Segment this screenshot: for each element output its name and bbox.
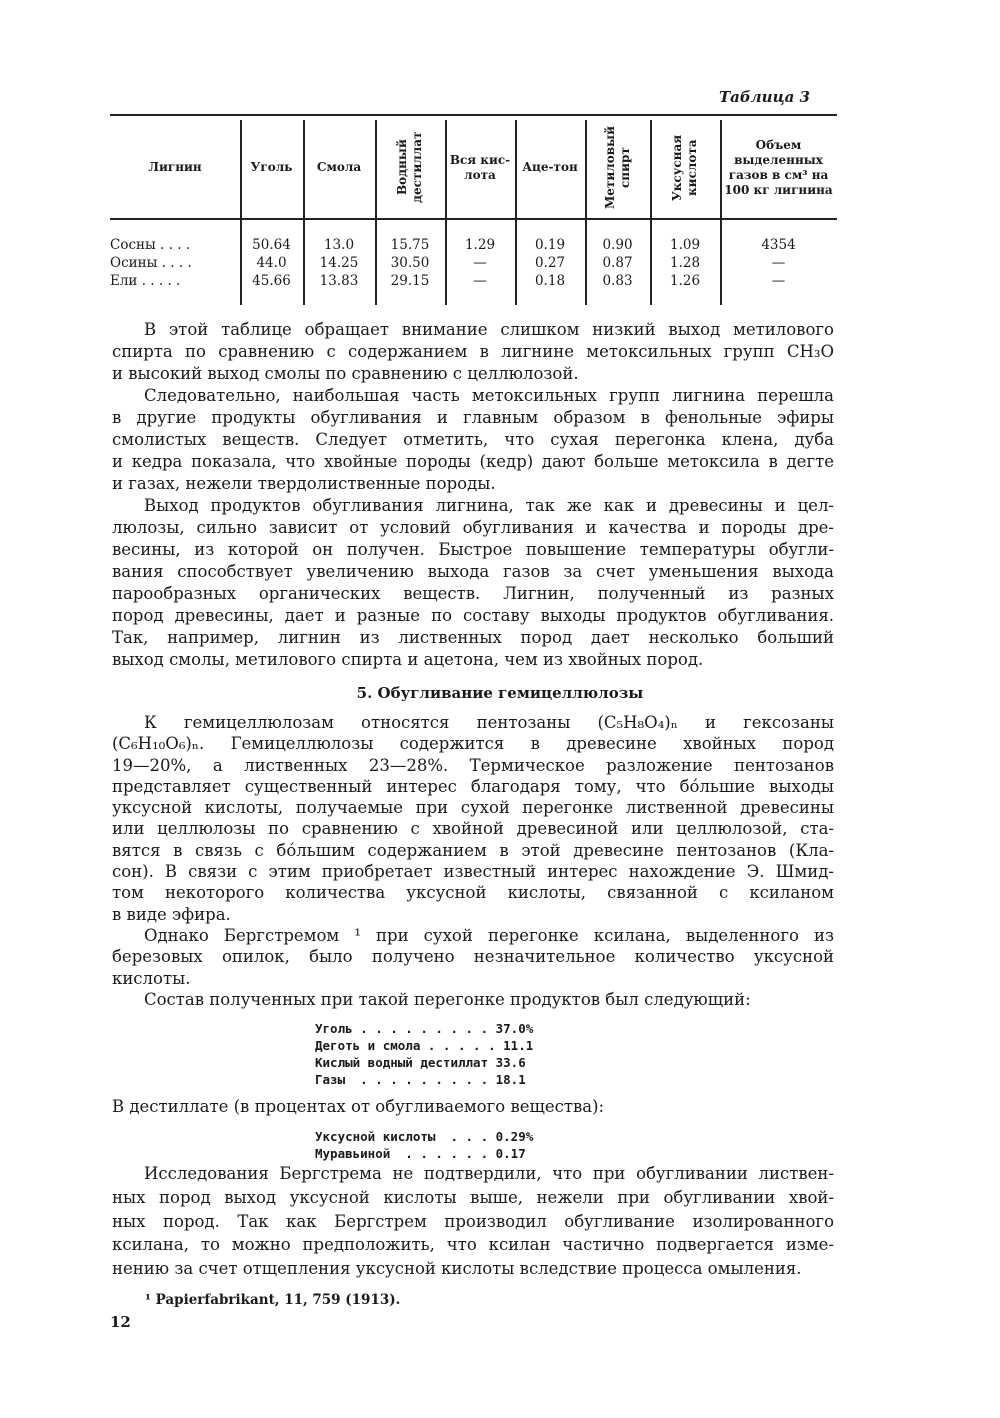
table-cell: 0.87 — [602, 255, 633, 271]
paragraph — [112, 385, 834, 495]
footnote: ¹ Papierfabrikant, 11, 759 (1913). — [145, 1292, 401, 1308]
list-item: Муравьиной . . . . . . 0.17 — [315, 1146, 526, 1161]
table-cell: 1.28 — [669, 255, 701, 271]
list-item: Кислый водный дестиллат 33.6 — [315, 1055, 526, 1070]
table-header-label: Уксусная кислота — [670, 134, 699, 201]
table-cell: — — [771, 273, 786, 289]
text-line: парообразных органических веществ. Лигнин, полученный из разных — [112, 584, 834, 603]
text-line: Однако Бергстремом ¹ при сухой перегонке ксилана, выделенного из — [144, 925, 834, 945]
body-text-bottom — [112, 1162, 834, 1281]
table-top-rule — [110, 114, 837, 116]
table-row — [110, 237, 837, 255]
text-line: или целлюлозы по сравнению с хвойной древесиной или целлюлозой, ста- — [112, 819, 834, 839]
table-cell: 45.66 — [252, 273, 291, 289]
table-header-label: Уголь — [250, 160, 293, 174]
table-header-label: Аце-тон — [522, 160, 578, 174]
table-header-cell — [303, 120, 375, 215]
composition-list — [315, 1020, 533, 1088]
table-cell: 0.90 — [602, 237, 633, 253]
text-line: выход смолы, метилового спирта и ацетона, чем из хвойных пород. — [112, 650, 704, 669]
text-line: люлозы, сильно зависит от условий обугливания и качества и породы дре- — [112, 518, 834, 537]
paragraph — [112, 1162, 834, 1281]
list-item: Деготь и смола . . . . . 11.1 — [315, 1038, 534, 1053]
paragraph — [112, 925, 834, 989]
table-header-label: Объем выделенных газов в см³ на 100 кг лигнина — [724, 137, 833, 197]
text-line: Состав полученных при такой перегонке продуктов был следующий: — [144, 989, 751, 1009]
table-header-cell — [515, 120, 585, 215]
table-header-cell — [445, 120, 515, 215]
table-cell: 1.29 — [464, 237, 496, 253]
table-header-rule — [110, 218, 837, 220]
table-header-cell — [585, 120, 650, 215]
table-cell: 14.25 — [319, 255, 359, 271]
text-line: представляет существенный интерес благодаря тому, что бо́льшие выходы — [112, 776, 834, 796]
text-line: и высокий выход смолы по сравнению с целлюлозой. — [112, 364, 579, 383]
table-cell: 15.75 — [390, 237, 430, 253]
distillate-intro — [112, 1095, 834, 1119]
text-line: смолистых веществ. Следует отметить, что сухая перегонка клена, дуба — [112, 430, 834, 449]
distillate-list — [315, 1128, 533, 1162]
text-line: (C₆H₁₀O₆)ₙ. Гемицеллюлозы содержится в древесине хвойных пород — [112, 734, 834, 754]
table-cell: Сосны . . . . — [110, 237, 191, 253]
paragraph — [112, 495, 834, 671]
text-line: в другие продукты обугливания и главным образом в фенольные эфиры — [112, 408, 834, 427]
text-line: в виде эфира. — [112, 904, 231, 924]
body-text-top — [112, 319, 834, 671]
table-cell: 29.15 — [390, 273, 430, 289]
list-item: Газы . . . . . . . . . 18.1 — [315, 1072, 526, 1087]
text-line: кислоты. — [112, 968, 191, 988]
table-cell: 0.19 — [534, 237, 566, 253]
table-row — [110, 255, 837, 273]
text-line: уксусной кислоты, получаемые при сухой перегонке лиственной древесины — [112, 798, 834, 818]
table-caption: Таблица 3 — [718, 88, 810, 106]
text-line: весины, из которой он получен. Быстрое повышение температуры обугли- — [112, 540, 834, 559]
text-line: К гемицеллюлозам относятся пентозаны (C₅H₈O₄)ₙ и гексозаны — [144, 713, 834, 732]
text-line: сон). В связи с этим приобретает известный интерес нахождение Э. Шмид- — [112, 862, 834, 882]
page-number: 12 — [110, 1313, 131, 1331]
text-line: березовых опилок, было получено незначительное количество уксусной — [112, 947, 834, 967]
table-cell: 1.26 — [669, 273, 701, 289]
paragraph — [112, 712, 834, 925]
text-line: 19—20%, а лиственных 23—28%. Термическое разложение пентозанов — [112, 755, 834, 775]
table-cell: Ели . . . . . — [110, 273, 181, 289]
table-header-cell — [240, 120, 303, 215]
paragraph — [112, 319, 834, 385]
text-line: В этой таблице обращает внимание слишком низкий выход метилового — [144, 320, 834, 339]
table-header-cell — [375, 120, 445, 215]
table-cell: — — [473, 273, 487, 289]
table-cell: 1.09 — [669, 237, 701, 253]
table-cell: 13.83 — [319, 273, 359, 289]
table-cell: 50.64 — [252, 237, 291, 253]
text-line: нению за счет отщепления уксусной кислоты вследствие процесса омыления. — [112, 1259, 802, 1279]
table-header-cell — [650, 120, 720, 215]
table-cell: 44.0 — [256, 255, 287, 271]
table-cell: — — [771, 255, 786, 271]
text-line: Так, например, лигнин из лиственных пород дает несколько больший — [112, 628, 834, 647]
text-line: пород древесины, дает и разные по составу выходы продуктов обугливания. — [112, 606, 834, 625]
text-line: и газах, нежели твердолиственные породы. — [112, 474, 496, 493]
table-header-label: Вся кис-лота — [449, 152, 511, 182]
text-line: вятся в связь с бо́льшим содержанием в этой древесине пентозанов (Кла- — [112, 840, 834, 860]
text-line: том некоторого количества уксусной кислоты, связанной с ксиланом — [112, 883, 834, 903]
paragraph — [112, 989, 834, 1010]
text-line: и кедра показала, что хвойные породы (кедр) дают больше метоксила в дегте — [112, 452, 834, 471]
text-line: Выход продуктов обугливания лигнина, так же как и древесины и цел- — [144, 496, 834, 515]
text-line: ксилана, то можно предположить, что ксилан частично подвергается изме- — [112, 1235, 834, 1255]
table-header-label: Метиловый спирт — [602, 126, 632, 209]
table-header-label: Смола — [316, 160, 362, 174]
text-line: Исследования Бергстрема не подтвердили, что при обугливании листвен- — [144, 1164, 834, 1183]
text-line: В дестиллате (в процентах от обугливаемого вещества): — [112, 1097, 605, 1116]
table-header-label: Водный дестиллат — [395, 131, 424, 204]
table-cell: Осины . . . . — [110, 255, 192, 271]
table-header-label: Лигнин — [148, 160, 202, 174]
table-cell: 0.27 — [534, 255, 566, 271]
text-line: ных пород. Так как Бергстрем производил обугливание изолированного — [112, 1211, 834, 1231]
text-line: ных пород выход уксусной кислоты выше, нежели при обугливании хвой- — [112, 1187, 834, 1207]
list-item: Уксусной кислоты . . . 0.29% — [315, 1129, 534, 1144]
body-text-middle — [112, 712, 834, 1010]
table-cell: — — [473, 255, 487, 271]
list-item: Уголь . . . . . . . . . 37.0% — [315, 1021, 534, 1036]
text-line: Следовательно, наибольшая часть метоксильных групп лигнина перешла — [144, 386, 834, 405]
section-heading: 5. Обугливание гемицеллюлозы — [356, 684, 644, 702]
text-line: вания способствует увеличению выхода газов за счет уменьшения выхода — [112, 562, 834, 581]
table-header-cell — [720, 120, 837, 215]
table-cell: 13.0 — [323, 237, 355, 253]
table-cell: 0.83 — [602, 273, 633, 289]
table-header-cell — [110, 120, 240, 215]
text-line: спирта по сравнению с содержанием в лигнине метоксильных групп CH₃O — [112, 342, 834, 361]
table-cell: 30.50 — [390, 255, 430, 271]
table-row — [110, 273, 837, 291]
table-cell: 4354 — [761, 237, 796, 253]
table-cell: 0.18 — [534, 273, 566, 289]
